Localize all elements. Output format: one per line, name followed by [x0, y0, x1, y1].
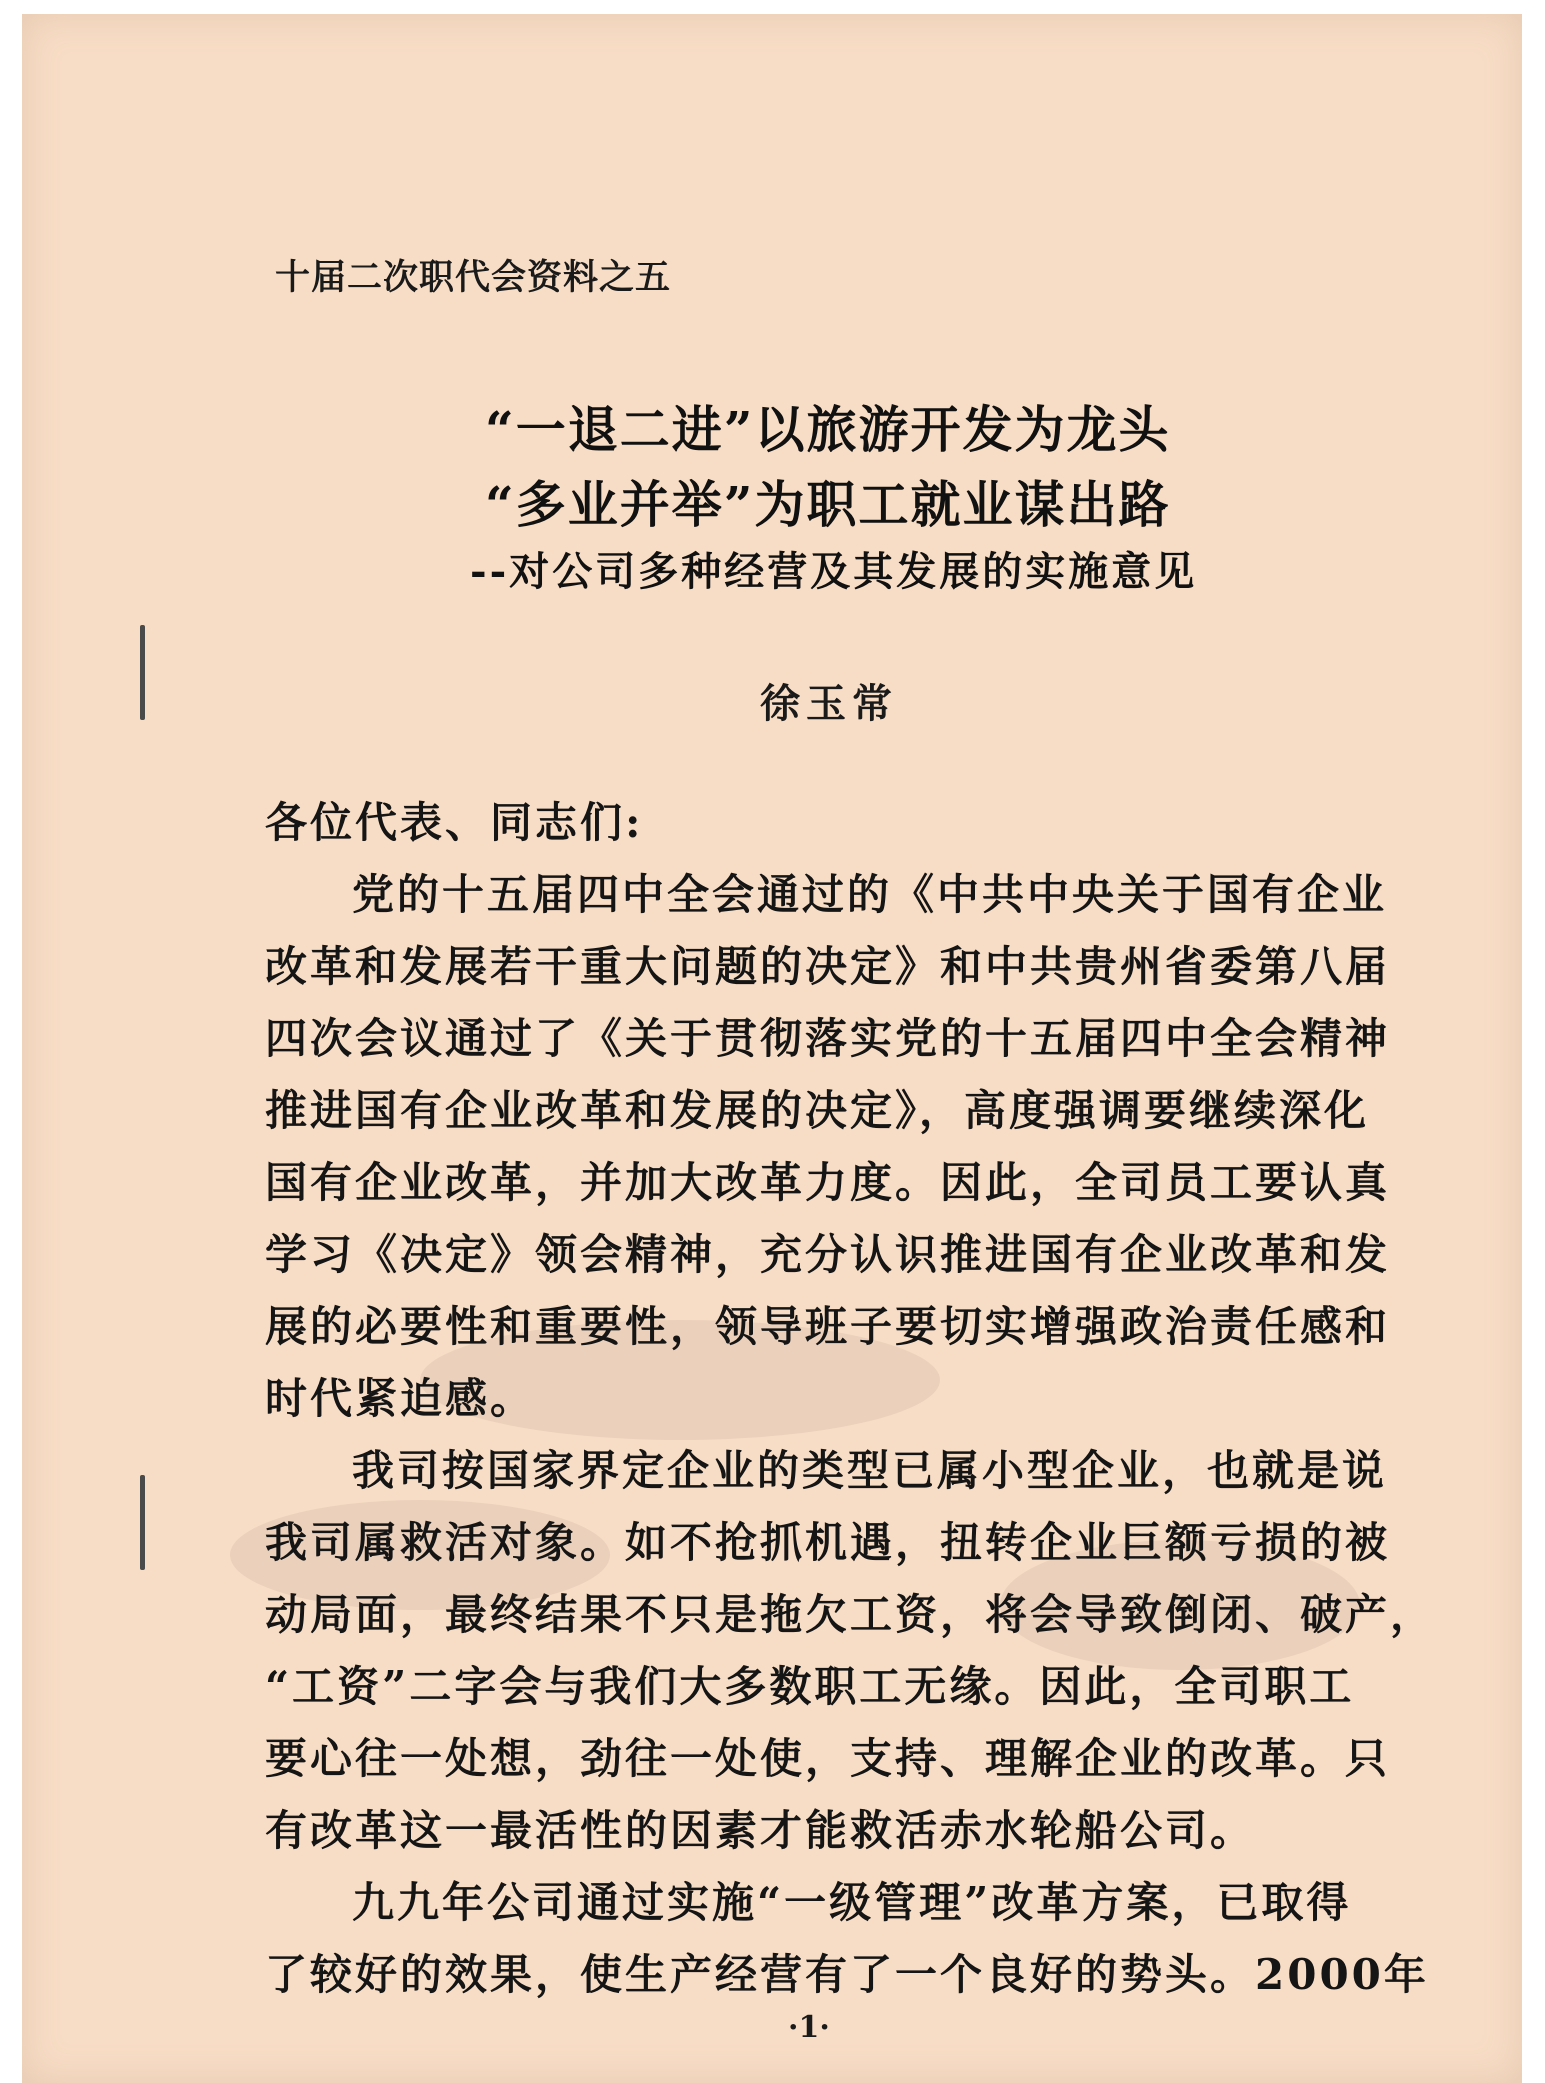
body-line: 四次会议通过了《关于贯彻落实党的十五届四中全会精神	[265, 1014, 1391, 1063]
body-line: 推进国有企业改革和发展的决定》，高度强调要继续深化	[265, 1086, 1370, 1135]
series-label: 十届二次职代会资料之五	[275, 257, 672, 298]
subtitle: --对公司多种经营及其发展的实施意见	[470, 548, 1198, 595]
body-line: 九九年公司通过实施“一级管理”改革方案，已取得	[352, 1878, 1352, 1927]
body-line: 我司按国家界定企业的类型已属小型企业，也就是说	[352, 1446, 1388, 1495]
body-line: 改革和发展若干重大问题的决定》和中共贵州省委第八届	[265, 942, 1391, 991]
staple	[140, 625, 145, 720]
title-line-2: “多业并举”为职工就业谋出路	[485, 475, 1171, 534]
body-line: 展的必要性和重要性，领导班子要切实增强政治责任感和	[265, 1302, 1391, 1351]
author: 徐玉常	[760, 680, 898, 727]
body-line: 要心往一处想，劲往一处使，支持、理解企业的改革。只	[265, 1734, 1391, 1783]
body-line: 有改革这一最活性的因素才能救活赤水轮船公司。	[265, 1806, 1256, 1855]
body-line: 我司属救活对象。如不抢抓机遇，扭转企业巨额亏损的被	[265, 1518, 1391, 1567]
body-line: “工资”二字会与我们大多数职工无缘。因此，全司职工	[265, 1662, 1355, 1711]
page-number: ·1·	[788, 2010, 830, 2045]
scan-margin-right	[1522, 0, 1545, 2083]
salutation: 各位代表、同志们:	[265, 798, 644, 847]
body-line: 学习《决定》领会精神，充分认识推进国有企业改革和发	[265, 1230, 1391, 1279]
body-line: 动局面，最终结果不只是拖欠工资，将会导致倒闭、破产，	[265, 1590, 1436, 1639]
body-line: 时代紧迫感。	[265, 1374, 536, 1423]
body-line: 国有企业改革，并加大改革力度。因此，全司员工要认真	[265, 1158, 1391, 1207]
staple	[140, 1475, 145, 1570]
body-line: 了较好的效果，使生产经营有了一个良好的势头。2000年	[265, 1950, 1429, 1999]
title-line-1: “一退二进”以旅游开发为龙头	[485, 400, 1171, 459]
body-line: 党的十五届四中全会通过的《中共中央关于国有企业	[352, 870, 1388, 919]
